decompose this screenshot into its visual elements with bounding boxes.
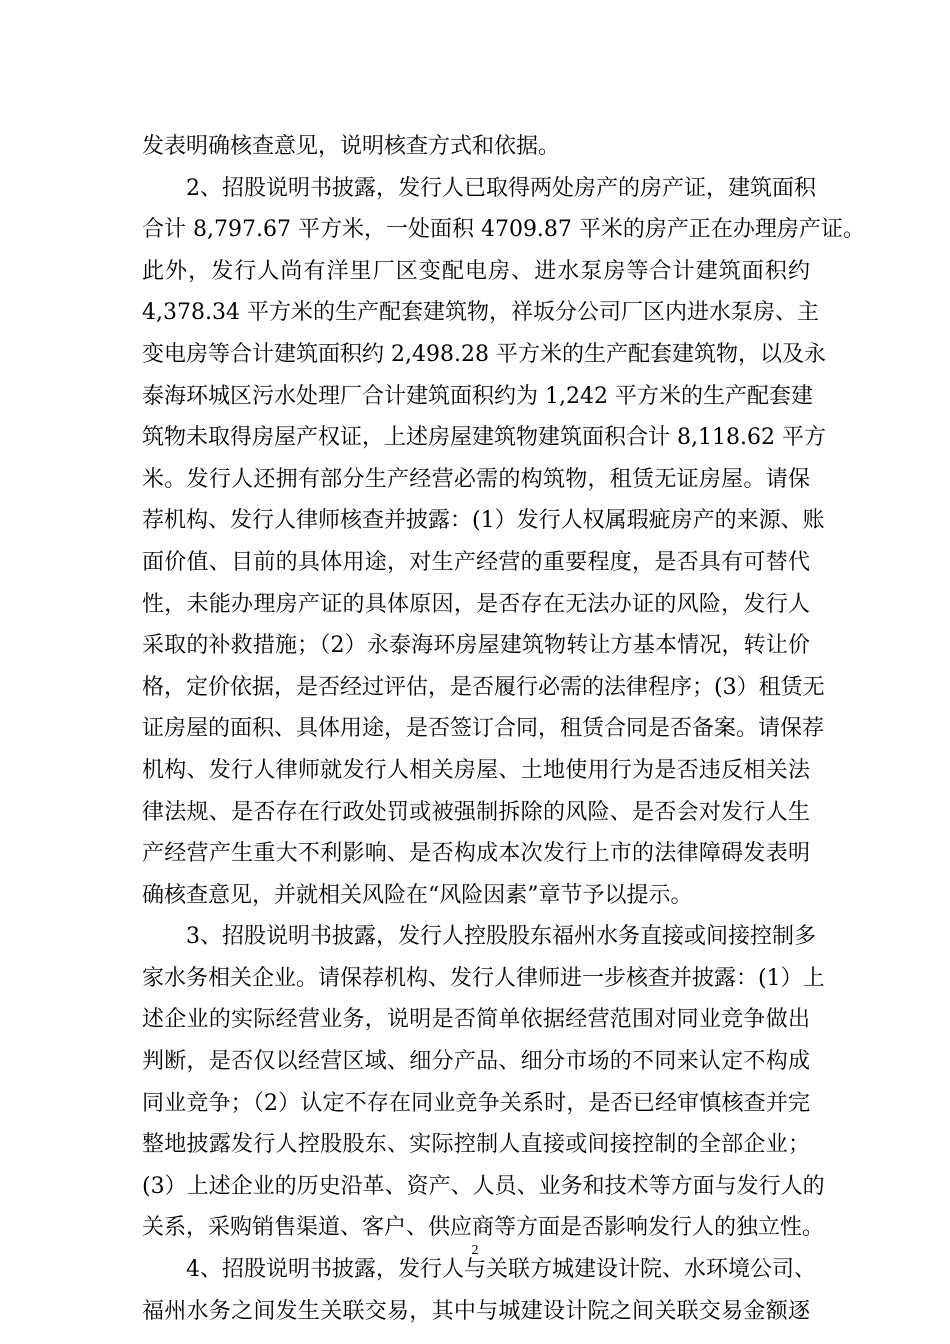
text-line: 家水务相关企业。请保荐机构、发行人律师进一步核查并披露：(1）上 — [142, 965, 825, 991]
text-line: 述企业的实际经营业务，说明是否简单依据经营范围对同业竞争做出 — [142, 1007, 810, 1033]
text-line: 产经营产生重大不利影响、是否构成本次发行上市的法律障碍发表明 — [142, 841, 810, 867]
page-number: 2 — [471, 1243, 479, 1258]
text-line: 合计 8,797.67 平方米，一处面积 4709.87 平米的房产正在办理房产证。 — [142, 217, 865, 243]
text-line: 筑物未取得房屋产权证，上述房屋建筑物建筑面积合计 8,118.62 平方 — [142, 425, 826, 451]
text-line: 采取的补救措施；（2）永泰海环房屋建筑物转让方基本情况，转让价 — [142, 633, 810, 659]
text-line: 机构、发行人律师就发行人相关房屋、土地使用行为是否违反相关法 — [142, 757, 810, 783]
text-line: 4、招股说明书披露，发行人与关联方城建设计院、水环境公司、 — [186, 1257, 816, 1283]
text-line: 律法规、是否存在行政处罚或被强制拆除的风险、是否会对发行人生 — [142, 799, 810, 825]
text-line: 此外，发行人尚有洋里厂区变配电房、进水泵房等合计建筑面积约 — [142, 258, 810, 284]
text-line: 福州水务之间发生关联交易，其中与城建设计院之间关联交易金额逐 — [142, 1298, 810, 1324]
text-line: 荐机构、发行人律师核查并披露：(1）发行人权属瑕疵房产的来源、账 — [142, 508, 825, 534]
text-line: 确核查意见，并就相关风险在“风险因素”章节予以提示。 — [142, 882, 693, 908]
body-text — [142, 126, 865, 1332]
paragraph-3 — [142, 916, 825, 1249]
paragraph-4 — [142, 1249, 816, 1332]
text-line: 判断，是否仅以经营区域、细分产品、细分市场的不同来认定不构成 — [142, 1049, 810, 1075]
text-line: 2、招股说明书披露，发行人已取得两处房产的房产证，建筑面积 — [186, 175, 816, 201]
text-line: 证房屋的面积、具体用途，是否签订合同，租赁合同是否备案。请保荐 — [142, 716, 825, 742]
text-line: 3、招股说明书披露，发行人控股股东福州水务直接或间接控制多 — [186, 924, 816, 950]
text-line: 整地披露发行人控股股东、实际控制人直接或间接控制的全部企业； — [142, 1132, 810, 1158]
text-line: 格，定价依据，是否经过评估，是否履行必需的法律程序；(3）租赁无 — [142, 674, 825, 700]
paragraph-1 — [142, 126, 810, 168]
text-line: 4,378.34 平方米的生产配套建筑物，祥坂分公司厂区内进水泵房、主 — [142, 300, 819, 326]
text-line: 变电房等合计建筑面积约 2,498.28 平方米的生产配套建筑物，以及永 — [142, 341, 826, 367]
text-line: 关系，采购销售渠道、客户、供应商等方面是否影响发行人的独立性。 — [142, 1215, 825, 1241]
text-line: 米。发行人还拥有部分生产经营必需的构筑物，租赁无证房屋。请保 — [142, 466, 810, 492]
text-line: 性，未能办理房产证的具体原因，是否存在无法办证的风险，发行人 — [142, 591, 810, 617]
text-line: 同业竞争；（2）认定不存在同业竞争关系时，是否已经审慎核查并完 — [142, 1090, 810, 1116]
text-line: 泰海环城区污水处理厂合计建筑面积约为 1,242 平方米的生产配套建 — [142, 383, 813, 409]
text-line: (3）上述企业的历史沿革、资产、人员、业务和技术等方面与发行人的 — [142, 1173, 825, 1199]
paragraph-2 — [142, 168, 865, 917]
text-line: 面价值、目前的具体用途，对生产经营的重要程度，是否具有可替代 — [142, 549, 810, 575]
text-line: 发表明确核查意见，说明核查方式和依据。 — [142, 134, 561, 159]
